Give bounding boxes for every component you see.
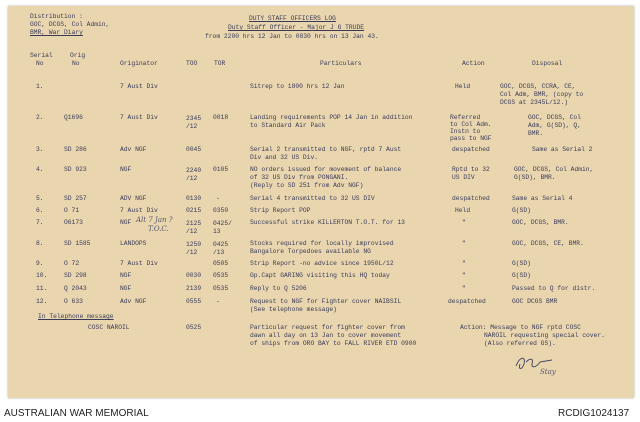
row10-orig: SD 298 xyxy=(64,272,87,279)
row3-originator: Adv NGF xyxy=(120,146,147,153)
row9-orig: O 72 xyxy=(64,260,80,267)
row11-serial: 11. xyxy=(36,285,48,292)
col-disposal: Disposal xyxy=(532,60,563,67)
col-serial-2: No xyxy=(36,60,44,67)
row5-disposal-1: Same as Serial 4 xyxy=(512,195,573,202)
col-particulars: Particulars xyxy=(320,60,362,67)
row8-particulars-2: Bangalore Torpedoes available NG xyxy=(250,248,371,255)
row12-disposal-1: GOC DCGS BMR xyxy=(512,298,558,305)
row1-particulars-1: Sitrep to 1800 hrs 12 Jan xyxy=(250,83,345,90)
row2-tor: 0018 xyxy=(213,114,229,121)
row9-action-1: " xyxy=(462,260,466,267)
row1-serial: 1. xyxy=(36,83,44,90)
row3-too: 0045 xyxy=(186,146,202,153)
row2-too: 2345 /12 xyxy=(186,115,202,130)
row4-particulars-2: of 32 US Div from PONGANI. xyxy=(250,174,349,181)
row7-tor: 0425/ 13 xyxy=(213,220,232,235)
row12-originator: Adv NGF xyxy=(120,298,147,305)
row4-action-2: US DIV xyxy=(452,174,475,181)
distribution-line-1: Distribution : xyxy=(30,13,83,20)
row3-orig: SD 286 xyxy=(64,146,87,153)
row8-action-1: " xyxy=(462,240,466,247)
telephone-action-3: (Also referred GS). xyxy=(484,340,556,347)
row2-action-1: Referred xyxy=(450,114,481,121)
row7-orig: O6173 xyxy=(64,219,83,226)
row3-particulars-1: Serial 2 transmitted to NGF, rptd 7 Aust xyxy=(250,146,402,153)
telephone-heading: In Telephone message xyxy=(38,313,114,320)
row1-action-1: Held xyxy=(455,83,471,90)
distribution-line-3: BMR, War Diary xyxy=(30,29,83,36)
row2-action-4: pass to NGF xyxy=(450,135,492,142)
row5-tor: - xyxy=(216,195,220,202)
row12-particulars-2: (See telephone message) xyxy=(250,306,337,313)
row1-disposal-3: DCGS at 2345L/12.) xyxy=(500,99,569,106)
row3-particulars-2: Div and 32 US Div. xyxy=(250,154,319,161)
row5-serial: 5. xyxy=(36,195,44,202)
row5-orig: SD 257 xyxy=(64,195,87,202)
row7-serial: 7. xyxy=(36,219,44,226)
row4-tor: 0105 xyxy=(213,166,229,173)
row5-originator: ADV NGF xyxy=(120,195,147,202)
row12-serial: 12. xyxy=(36,298,48,305)
row2-disposal-2: Adm, G(SD), Q, xyxy=(528,122,581,129)
telephone-particulars-3: of ships from ORO BAY to FALL RIVER ETD 0900 xyxy=(250,340,417,347)
row7-action-1: " xyxy=(462,219,466,226)
row4-action-1: Rptd to 32 xyxy=(452,166,490,173)
row4-serial: 4. xyxy=(36,166,44,173)
row9-originator: 7 Aust Div xyxy=(120,260,158,267)
row6-particulars-1: Strip Report POP xyxy=(250,207,311,214)
row4-disposal-2: G(SD), BMR. xyxy=(514,174,556,181)
row9-serial: 9. xyxy=(36,260,44,267)
row7-particulars-1: Successful strike KILLERTON T.O.T. for 13 xyxy=(250,219,405,226)
row8-tor: 0425 /13 xyxy=(213,241,229,256)
row11-action-1: " xyxy=(462,285,466,292)
row3-action-1: despatched xyxy=(452,146,490,153)
row9-particulars-1: Strip Report -no advice since 1950L/12 xyxy=(250,260,394,267)
row11-disposal-1: Passed to Q for distr. xyxy=(512,285,596,292)
row7-disposal-1: GOC, DCGS, BMR. xyxy=(512,219,569,226)
row2-action-2: to Col Adm. xyxy=(450,121,492,128)
row10-tor: 0535 xyxy=(213,272,229,279)
row12-too: 0555 xyxy=(186,298,202,305)
row10-originator: NGF xyxy=(120,272,132,279)
row11-originator: NGF xyxy=(120,285,132,292)
row4-orig: SD 923 xyxy=(64,166,87,173)
row5-too: 0130 xyxy=(186,195,202,202)
telephone-particulars-2: dawn all day on 13 Jan to cover movement xyxy=(250,332,402,339)
row2-disposal-3: BMR. xyxy=(528,130,544,137)
row12-action-1: despatched xyxy=(448,298,486,305)
duty-officer: Duty Staff Officer - Major J G TRUDE xyxy=(228,24,365,31)
telephone-action: Action: Message to NGF rptd COSC xyxy=(460,324,581,331)
row10-particulars-1: Gp.Capt GARING visiting this HQ today xyxy=(250,272,390,279)
log-period: from 2200 hrs 12 Jan to 0830 hrs on 13 Jan 43. xyxy=(205,33,379,40)
telephone-action-2: NAROIL requesting special cover. xyxy=(484,332,605,339)
row4-disposal-1: GOC, DCGS, Col Admin, xyxy=(514,166,594,173)
row8-particulars-1: Stocks required for locally improvised xyxy=(250,240,394,247)
row4-originator: NGF xyxy=(120,166,132,173)
row2-originator: 7 Aust Div xyxy=(120,114,158,121)
row6-orig: O 71 xyxy=(64,207,80,214)
col-orig-1: Orig xyxy=(70,52,86,59)
telephone-originator: COSC NAROIL xyxy=(88,324,130,331)
row6-originator: 7 Aust Div xyxy=(120,207,158,214)
row12-tor: - xyxy=(216,298,220,305)
row8-too: 1250 /12 xyxy=(186,241,202,256)
row4-particulars-1: NO orders issued for movement of balance xyxy=(250,166,402,173)
telephone-time: 0525 xyxy=(186,324,202,331)
row7-handwritten-note-2: T.O.C. xyxy=(148,225,169,233)
col-orig-2: No xyxy=(72,60,80,67)
footer-reference: RCDIG1024137 xyxy=(558,408,630,419)
row1-disposal-2: Col Adm, BMR, (copy to xyxy=(500,91,584,98)
row7-too: 2125 /12 xyxy=(186,220,202,235)
row4-too: 2240 /12 xyxy=(186,167,202,182)
row8-disposal-1: GOC, DCGS, CE, BMR. xyxy=(512,240,584,247)
col-tor: TOR xyxy=(214,60,226,67)
col-originator: Originator xyxy=(120,60,158,67)
log-title: DUTY STAFF OFFICERS LOG xyxy=(249,15,336,22)
row6-action-1: Held xyxy=(455,207,471,214)
row5-particulars-1: Serial 4 transmitted to 32 US DIV xyxy=(250,195,375,202)
row10-serial: 10. xyxy=(36,272,48,279)
row2-orig: Q1696 xyxy=(64,114,83,121)
row2-disposal-1: GOC, DCGS, Col xyxy=(528,114,581,121)
row5-action-1: despatched xyxy=(452,195,490,202)
row1-disposal-1: GOC, DCGS, CCRA, CE, xyxy=(500,83,576,90)
telephone-particulars-1: Particular request for fighter cover from xyxy=(250,324,405,331)
row11-particulars-1: Reply to Q 5206 xyxy=(250,285,307,292)
row7-originator: NGF xyxy=(120,219,132,226)
col-action: Action xyxy=(462,60,485,67)
row6-tor: 0350 xyxy=(213,207,229,214)
row10-action-1: " xyxy=(462,272,466,279)
row3-disposal-1: Same as Serial 2 xyxy=(532,146,593,153)
row7-handwritten-note-1: Alt 7 Jan ? xyxy=(136,216,173,224)
row9-disposal-1: G(SD) xyxy=(512,260,531,267)
row10-too: 0030 xyxy=(186,272,202,279)
row2-particulars-1: Landing requirements POP 14 Jan in addition xyxy=(250,114,413,121)
distribution-line-2: GOC, DCGS, Col Admin, xyxy=(30,21,110,28)
footer-source: AUSTRALIAN WAR MEMORIAL xyxy=(4,408,149,419)
row11-tor: 0535 xyxy=(213,285,229,292)
row6-serial: 6. xyxy=(36,207,44,214)
row10-disposal-1: G(SD) xyxy=(512,272,531,279)
row8-serial: 8. xyxy=(36,240,44,247)
row2-serial: 2. xyxy=(36,114,44,121)
row9-too: 0505 xyxy=(213,260,229,267)
row12-particulars-1: Request to NGF for Fighter cover NAIBSIL xyxy=(250,298,402,305)
signature-note: Stay xyxy=(540,368,556,376)
row12-orig: O 633 xyxy=(64,298,83,305)
row11-orig: Q 2043 xyxy=(64,285,87,292)
row4-particulars-3: (Reply to SD 251 from Adv NGF) xyxy=(250,182,364,189)
row8-originator: LANDOPS xyxy=(120,240,147,247)
row2-particulars-2: to Standard Air Pack xyxy=(250,122,326,129)
row11-too: 2139 xyxy=(186,285,202,292)
row1-originator: 7 Aust Div xyxy=(120,83,158,90)
row8-orig: SD 1585 xyxy=(64,240,91,247)
col-too: TOO xyxy=(186,60,198,67)
row3-serial: 3. xyxy=(36,146,44,153)
row2-action-3: Instn to xyxy=(450,128,481,135)
col-serial-1: Serial xyxy=(30,52,53,59)
row6-disposal-1: G(SD) xyxy=(512,207,531,214)
row6-too: 0215 xyxy=(186,207,202,214)
